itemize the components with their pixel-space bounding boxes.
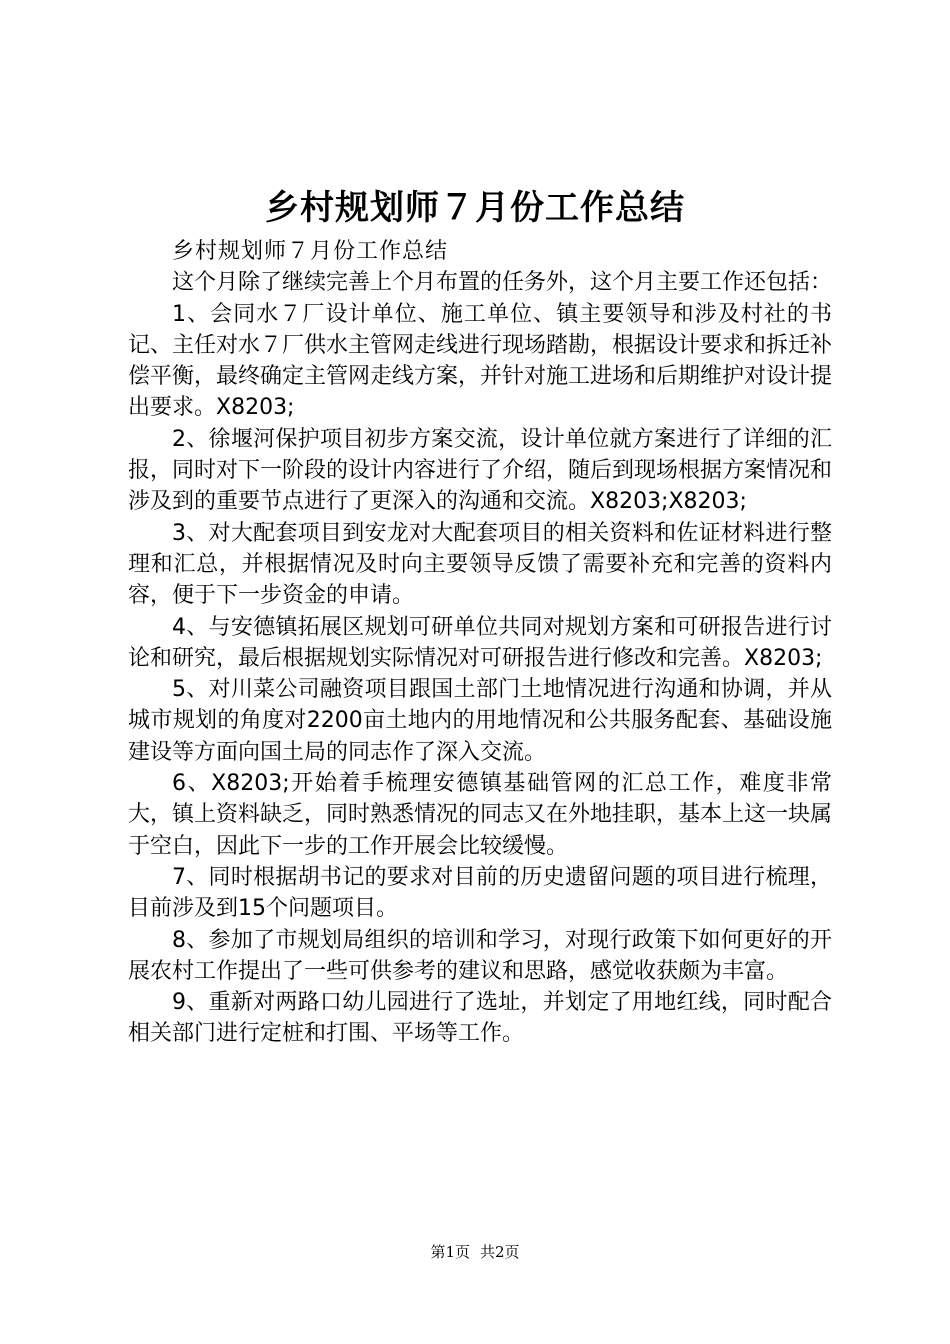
- document-subtitle: 乡村规划师７月份工作总结: [172, 239, 449, 264]
- paragraph-item-6: 6、X8203;开始着手梳理安德镇基础管网的汇总工作，难度非常大，镇上资料缺乏，同时熟悉情况的同志又在外地挂职，基本上这一块属于空白，因此下一步的工作开展会比较缓慢。: [128, 771, 833, 859]
- paragraph-item-2: 2、徐堰河保护项目初步方案交流，设计单位就方案进行了详细的汇报，同时对下一阶段的设计内容进行了介绍，随后到现场根据方案情况和涉及到的重要节点进行了更深入的沟通和交流。X8203;X8203;: [128, 426, 833, 515]
- paragraph-intro: 这个月除了继续完善上个月布置的任务外，这个月主要工作还包括：: [172, 270, 833, 296]
- document-body: [128, 236, 832, 1050]
- paragraph-item-3: 3、对大配套项目到安龙对大配套项目的相关资料和佐证材料进行整理和汇总，并根据情况及时向主要领导反馈了需要补充和完善的资料内容，便于下一步资金的申请。: [128, 520, 832, 609]
- paragraph-item-8: 8、参加了市规划局组织的培训和学习，对现行政策下如何更好的开展农村工作提出了一些可供参考的建议和思路，感觉收获颇为丰富。: [128, 927, 832, 984]
- document-title: 乡村规划师７月份工作总结: [265, 188, 685, 228]
- paragraph-item-1: 1、会同水７厂设计单位、施工单位、镇主要领导和涉及村社的书记、主任对水７厂供水主管网走线进行现场踏勘，根据设计要求和拆迁补偿平衡，最终确定主管网走线方案，并针对施工进场和后期维护对设计提出要求。X8203;: [128, 301, 833, 421]
- paragraph-item-4: 4、与安德镇拓展区规划可研单位共同对规划方案和可研报告进行讨论和研究，最后根据规划实际情况对可研报告进行修改和完善。X8203;: [128, 614, 832, 671]
- paragraph-item-7: 7、同时根据胡书记的要求对目前的历史遗留问题的项目进行梳理，目前涉及到15个问题项目。: [128, 864, 832, 922]
- page-footer: [0, 1242, 950, 1262]
- paragraph-item-9: 9、重新对两路口幼儿园进行了选址，并划定了用地红线，同时配合相关部门进行定桩和打围、平场等工作。: [128, 990, 832, 1047]
- page-number: 第1页: [430, 1243, 470, 1261]
- paragraph-item-5: 5、对川菜公司融资项目跟国土部门土地情况进行沟通和协调，并从城市规划的角度对2200亩土地内的用地情况和公共服务配套、基础设施建设等方面向国土局的同志作了深入交流。: [128, 677, 832, 765]
- page-total: 共2页: [480, 1243, 520, 1261]
